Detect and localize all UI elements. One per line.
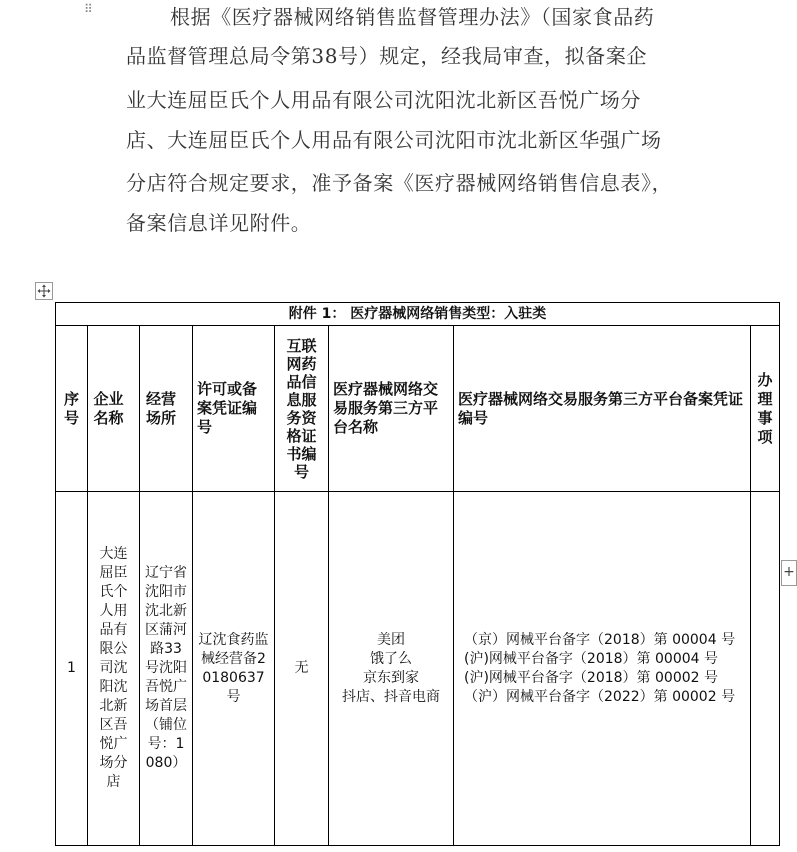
paragraph-line-6: 备案信息详见附件。 [126, 211, 312, 235]
attachment-table [55, 302, 780, 846]
header-premises: 经营场所 [146, 389, 177, 427]
cell-company: 大连屈臣氏个人用品有限公司沈阳沈北新区吾悦广场分店 [88, 492, 140, 846]
paragraph-line-4: 店、大连屈臣氏个人用品有限公司沈阳市沈北新区华强广场 [126, 128, 662, 152]
platform-name: 美团 [377, 631, 405, 648]
header-platform-filing: 医疗器械网络交易服务第三方平台备案凭证编号 [454, 326, 751, 492]
paragraph-line-2: 品监督管理总局令第38号）规定，经我局审查，拟备案企 [126, 44, 648, 68]
platform-name: 饿了么 [370, 650, 412, 667]
paragraph-line-1: 根据《医疗器械网络销售监督管理办法》（国家食品药 [170, 5, 655, 29]
platform-name: 抖店、抖音电商 [342, 688, 440, 705]
header-company: 企业名称 [93, 389, 124, 427]
cell-license: 辽沈食药监械经营备20180637号 [193, 492, 275, 846]
header-matters: 办理事项 [757, 370, 773, 446]
cell-premises: 辽宁省沈阳市沈北新区蒲河路33号沈阳吾悦广场首层（铺位号：1080） [140, 492, 193, 846]
filing-number: （京）网械平台备字（2018）第 00004 号 [464, 631, 736, 648]
table-title: 附件 1： 医疗器械网络销售类型：入驻类 [56, 303, 780, 326]
paragraph-line-5: 分店符合规定要求，准予备案《医疗器械网络销售信息表》， [126, 171, 673, 195]
header-platform-name: 医疗器械网络交易服务第三方平台名称 [329, 326, 454, 492]
cell-seq: 1 [56, 492, 88, 846]
cell-platform-names [329, 631, 453, 707]
table-header-row [56, 326, 780, 492]
table-move-icon[interactable] [35, 282, 53, 300]
filing-number: (沪)网械平台备字（2018）第 00004 号 [464, 650, 718, 667]
header-icp: 互联网药品信息服务资格证书编号 [286, 336, 317, 481]
platform-name: 京东到家 [363, 669, 419, 686]
table-row [56, 492, 780, 846]
filing-number: (沪)网械平台备字（2018）第 00002 号 [464, 669, 718, 686]
filing-number: （沪）网械平台备字（2022）第 00002 号 [464, 688, 736, 705]
cell-platform-filings [454, 631, 750, 707]
add-column-plus-icon[interactable]: + [781, 560, 797, 586]
move-arrows-icon [37, 284, 51, 298]
paragraph-line-3: 业大连屈臣氏个人用品有限公司沈阳沈北新区吾悦广场分 [126, 88, 641, 112]
header-license: 许可或备案凭证编号 [193, 326, 275, 492]
cell-matters [751, 492, 780, 846]
paragraph-drag-handle-icon[interactable]: ⠿ [84, 2, 94, 16]
header-seq: 序号 [63, 389, 79, 427]
cell-icp: 无 [275, 492, 329, 846]
